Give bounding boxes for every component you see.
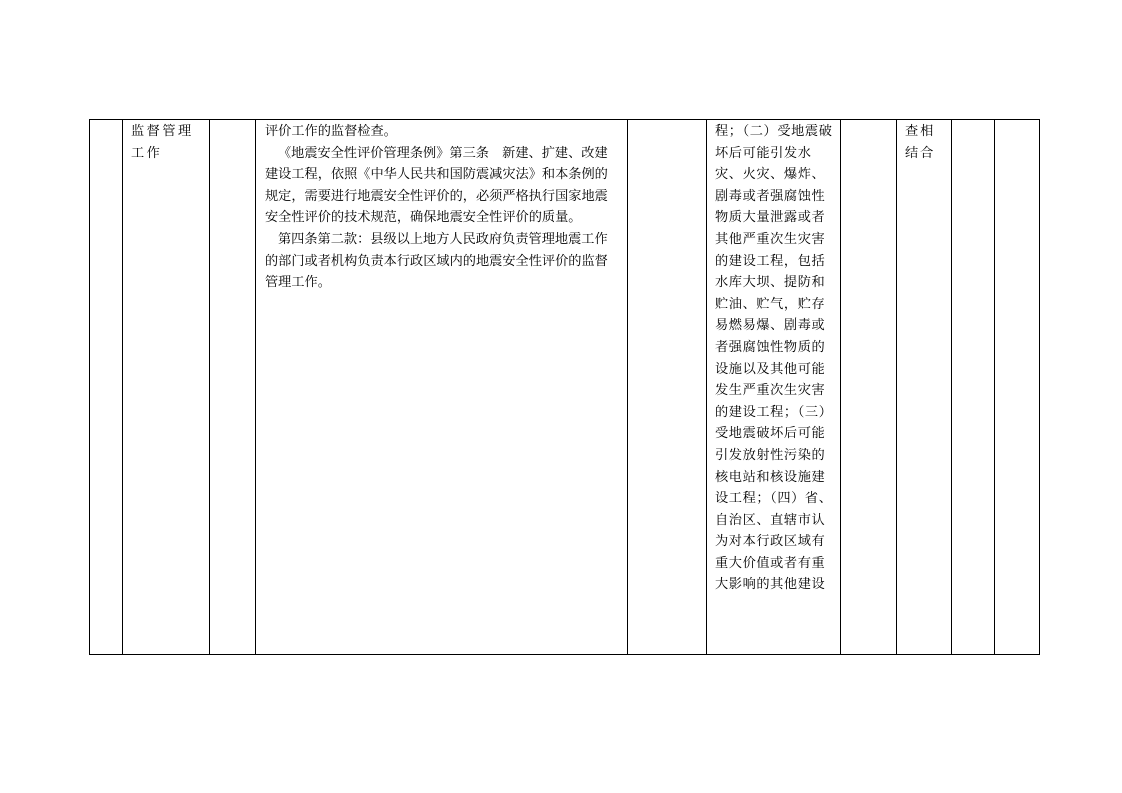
scope-text: 程；（二）受地震破坏后可能引发水灾、火灾、爆炸、剧毒或者强腐蚀性物质大量泄露或者其他严重次生灾害的建设工程，包括水库大坝、提防和贮油、贮气，贮存易燃易爆、剧毒或者强腐蚀性物质的设施以及其他可能发生严重次生灾害的建设工程；（三）受地震破坏后可能引发放射性污染的核电站和核设施建设工程；（四）省、自治区、直辖市认为对本行政区域有重大价值或者有重大影响的其他建设 — [715, 124, 833, 593]
cell-col1 — [90, 120, 123, 655]
cell-col10 — [995, 120, 1040, 655]
cell-scope — [707, 120, 841, 655]
basis-paragraph-3: 第四条第二款：县级以上地方人民政府负责管理地震工作的部门或者机构负责本行政区域内的地震安全性评价的监督管理工作。 — [265, 231, 608, 291]
method-text: 查相结合 — [905, 124, 936, 161]
basis-paragraph-1: 评价工作的监督检查。 — [265, 124, 397, 139]
cell-method — [897, 120, 952, 655]
cell-col5 — [628, 120, 707, 655]
table-row — [90, 120, 1040, 655]
item-name-text: 监督管理工作 — [131, 124, 194, 161]
cell-col3 — [210, 120, 256, 655]
cell-col9 — [952, 120, 995, 655]
cell-col7 — [841, 120, 897, 655]
regulation-table — [89, 119, 1040, 655]
cell-legal-basis — [256, 120, 628, 655]
cell-item-name — [123, 120, 210, 655]
basis-paragraph-2: 《地震安全性评价管理条例》第三条 新建、扩建、改建建设工程，依照《中华人民共和国防震减灾法》和本条例的规定，需要进行地震安全性评价的，必须严格执行国家地震安全性评价的技术规范，确保地震安全性评价的质量。 — [265, 145, 608, 226]
